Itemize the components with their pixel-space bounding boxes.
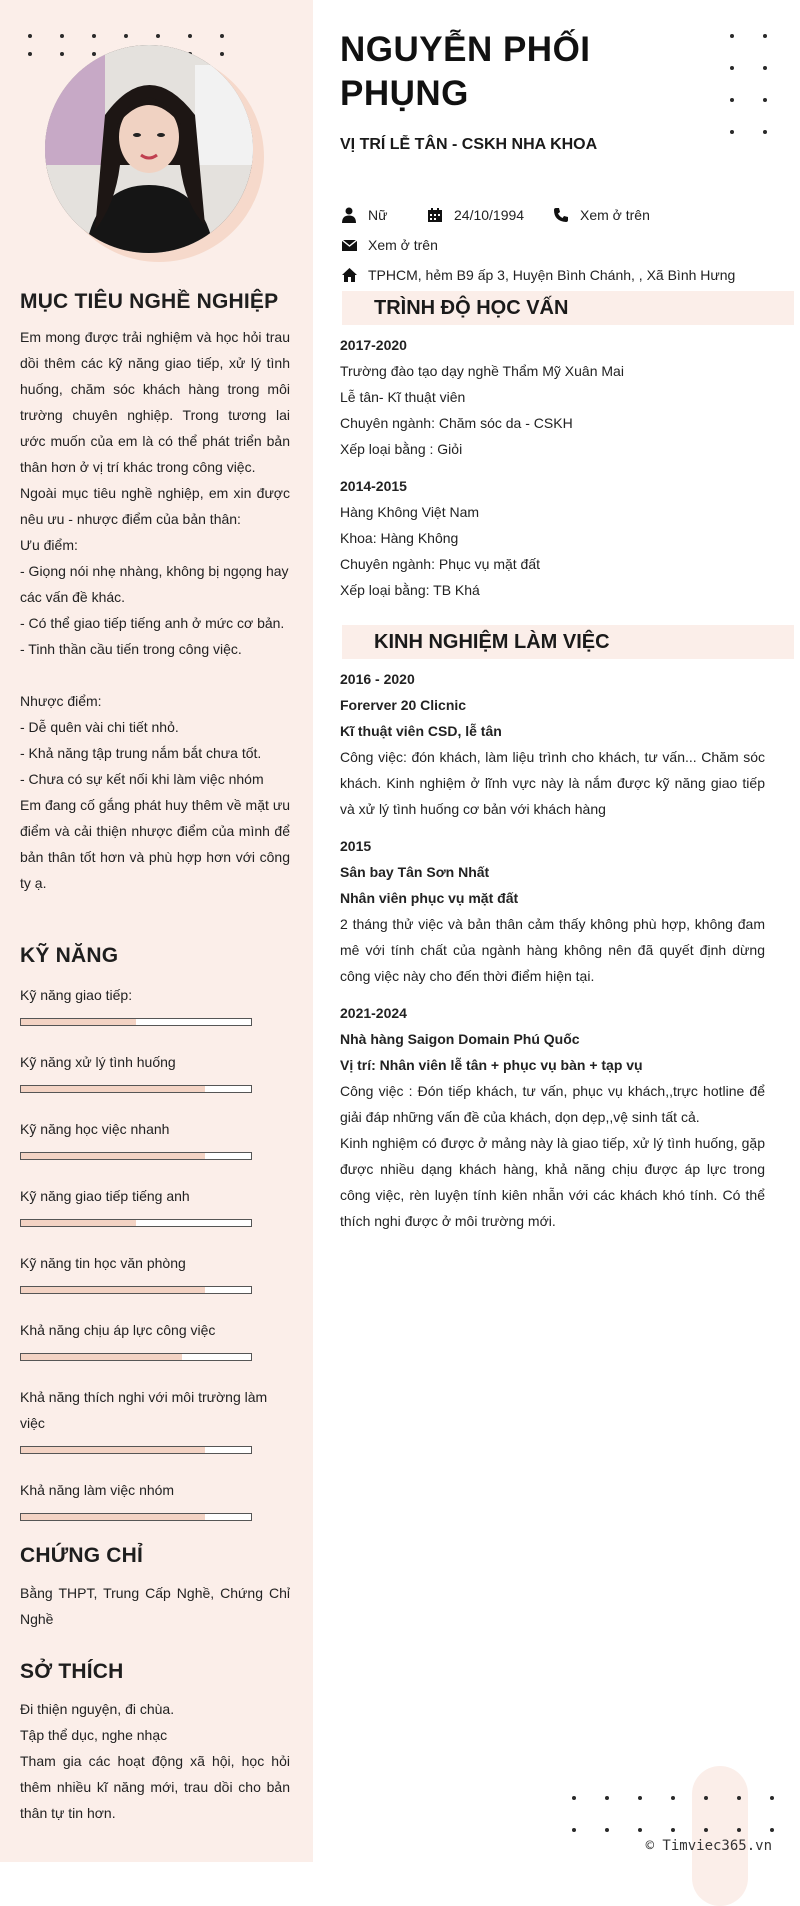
footer-watermark: © Timviec365.vn	[645, 1838, 772, 1854]
skill-level-fill	[21, 1287, 205, 1293]
education-item	[340, 473, 765, 603]
skill-label: Kỹ năng xử lý tình huống	[20, 1054, 176, 1070]
education-line: Lễ tân- Kĩ thuật viên	[340, 389, 466, 405]
education-line: Chuyên ngành: Phục vụ mặt đất	[340, 556, 541, 572]
education-title: TRÌNH ĐỘ HỌC VẤN	[342, 291, 794, 325]
address-value: TPHCM, hẻm B9 ấp 3, Huyện Bình Chánh, , Xã Bình Hưng	[368, 267, 736, 283]
experience-description-2: Kinh nghiệm có được ở mảng này là giao tiếp, xử lý tình huống, gặp được nhiều dạng khách hàng, khả năng chịu được áp lực trong công việc, rèn luyện tính kiên nhẫn với các khách khó tính. Có thể thích nghi được ở môi trường mới.	[340, 1135, 765, 1229]
skill-label: Kỹ năng giao tiếp tiếng anh	[20, 1188, 190, 1204]
objective-line: - Khả năng tập trung nắm bắt chưa tốt.	[20, 745, 262, 761]
objective-paragraph-1: Em mong được trải nghiệm và học hỏi trau dồi thêm các kỹ năng giao tiếp, xử lý tình huống, chăm sóc khách hàng trong môi trường chuyên nghiệp. Trong tương lai ước muốn của em là có thể phát triển bản thân hơn ở vị trí khác trong công việc.	[20, 329, 290, 475]
experience-company: Sân bay Tân Sơn Nhất	[340, 864, 490, 880]
email-value: Xem ở trên	[368, 237, 438, 253]
home-icon	[340, 266, 358, 284]
skill-level-bar	[20, 1152, 252, 1160]
hobby-line: Đi thiện nguyện, đi chùa.	[20, 1701, 175, 1717]
education-school: Trường đào tạo dạy nghề Thẩm Mỹ Xuân Mai	[340, 363, 624, 379]
phone-value: Xem ở trên	[580, 207, 650, 223]
person-icon	[340, 206, 358, 224]
skill-level-fill	[21, 1086, 205, 1092]
experience-company: Nhà hàng Saigon Domain Phú Quốc	[340, 1031, 580, 1047]
skill-item	[20, 1049, 290, 1093]
calendar-icon	[426, 206, 444, 224]
education-school: Hàng Không Việt Nam	[340, 504, 480, 520]
skill-item	[20, 1384, 290, 1454]
skills-list	[20, 982, 290, 1521]
certificates-text: Bằng THPT, Trung Cấp Nghề, Chứng Chỉ Nghề	[20, 1585, 290, 1627]
info-phone	[552, 206, 650, 224]
skills-title: KỸ NĂNG	[20, 944, 119, 967]
skill-level-fill	[21, 1354, 182, 1360]
education-line: Xếp loại bằng : Giỏi	[340, 441, 463, 457]
skill-item	[20, 1477, 290, 1521]
objective-line: Nhược điểm:	[20, 693, 102, 709]
email-icon	[340, 236, 358, 254]
info-gender	[340, 206, 387, 224]
skill-label: Kỹ năng giao tiếp:	[20, 987, 133, 1003]
decorative-pill	[692, 1766, 748, 1906]
experience-item	[340, 666, 765, 822]
skill-level-bar	[20, 1353, 252, 1361]
experience-title: KINH NGHIỆM LÀM VIỆC	[342, 625, 794, 659]
sidebar-content	[20, 290, 290, 1826]
objective-line: - Dễ quên vài chi tiết nhỏ.	[20, 719, 179, 735]
skill-label: Khả năng làm việc nhóm	[20, 1482, 175, 1498]
skill-level-bar	[20, 1446, 252, 1454]
skill-label: Kỹ năng học việc nhanh	[20, 1121, 170, 1137]
skill-item	[20, 1116, 290, 1160]
skill-label: Kỹ năng tin học văn phòng	[20, 1255, 186, 1271]
experience-description: Công việc : Đón tiếp khách, tư vấn, phục vụ khách,,trực hotline để giải đáp những vấn đề của khách, dọn dẹp,,vệ sinh tất cả.	[340, 1083, 765, 1125]
profile-photo	[45, 45, 253, 253]
experience-description: Công việc: đón khách, làm liệu trình cho khách, tư vấn... Chăm sóc khách. Kinh nghiệm ở lĩnh vực này là nắm được kỹ năng giao tiếp và xử lý tình huống cơ bản với khách hàng	[340, 749, 765, 817]
objective-line	[20, 662, 290, 688]
education-years: 2017-2020	[340, 337, 407, 353]
objective-line: - Tinh thần cầu tiến trong công việc.	[20, 641, 242, 657]
experience-item	[340, 833, 765, 989]
hobbies-text: Tham gia các hoạt động xã hội, học hỏi thêm nhiều kĩ năng mới, trau dồi cho bản thân tự tin hơn.	[20, 1753, 290, 1821]
objective-paragraph-2: Ngoài mục tiêu nghề nghiệp, em xin được nêu ưu - nhược điểm của bản thân:	[20, 485, 290, 527]
objective-paragraph-3: Em đang cố gắng phát huy thêm về mặt ưu điểm và cải thiện nhược điểm của mình để bản thân tốt hơn và phù hợp hơn với công ty ạ.	[20, 797, 290, 891]
info-dob	[426, 206, 524, 224]
skill-level-fill	[21, 1019, 136, 1025]
skill-level-bar	[20, 1018, 252, 1026]
experience-role: Nhân viên phục vụ mặt đất	[340, 890, 519, 906]
education-line: Xếp loại bằng: TB Khá	[340, 582, 480, 598]
skill-level-bar	[20, 1513, 252, 1521]
skill-label: Khả năng thích nghi với môi trường làm việc	[20, 1389, 268, 1431]
skill-item	[20, 1317, 290, 1361]
job-position: VỊ TRÍ LỄ TÂN - CSKH NHA KHOA	[340, 136, 598, 153]
education-item	[340, 332, 765, 462]
skill-level-bar	[20, 1219, 252, 1227]
education-years: 2014-2015	[340, 478, 407, 494]
info-email	[340, 236, 438, 254]
skill-level-bar	[20, 1286, 252, 1294]
education-line: Khoa: Hàng Không	[340, 530, 459, 546]
candidate-name: NGUYỄN PHỐI PHỤNG	[340, 30, 591, 113]
experience-years: 2021-2024	[340, 1005, 407, 1021]
phone-icon	[552, 206, 570, 224]
dob-value: 24/10/1994	[454, 207, 525, 223]
skill-level-fill	[21, 1153, 205, 1159]
experience-role: Kĩ thuật viên CSD, lễ tân	[340, 723, 502, 739]
objective-line: - Chưa có sự kết nối khi làm việc nhóm	[20, 771, 264, 787]
objective-line: - Có thể giao tiếp tiếng anh ở mức cơ bản.	[20, 615, 285, 631]
skill-level-fill	[21, 1447, 205, 1453]
experience-company: Forerver 20 Clicnic	[340, 697, 467, 713]
gender-value: Nữ	[368, 207, 388, 223]
certificates-title: CHỨNG CHỈ	[20, 1544, 144, 1567]
skill-level-fill	[21, 1220, 136, 1226]
experience-description: 2 tháng thử việc và bản thân cảm thấy không phù hợp, không đam mê với tính chất của ngành hàng không nên đã quyết định dừng công việc này cho đến thời điểm hiện tại.	[340, 916, 765, 984]
experience-years: 2015	[340, 838, 372, 854]
objective-title: MỤC TIÊU NGHỀ NGHIỆP	[20, 290, 279, 313]
hobbies-title: SỞ THÍCH	[20, 1660, 124, 1683]
objective-line: - Giọng nói nhẹ nhàng, không bị ngọng hay các vấn đề khác.	[20, 563, 289, 605]
skill-item	[20, 1183, 290, 1227]
skill-level-bar	[20, 1085, 252, 1093]
education-line: Chuyên ngành: Chăm sóc da - CSKH	[340, 415, 573, 431]
objective-line: Ưu điểm:	[20, 537, 78, 553]
experience-role: Vị trí: Nhân viên lễ tân + phục vụ bàn + tạp vụ	[340, 1057, 643, 1073]
skill-level-fill	[21, 1514, 205, 1520]
sidebar	[0, 0, 313, 1862]
skill-item	[20, 982, 290, 1026]
experience-years: 2016 - 2020	[340, 671, 415, 687]
experience-item	[340, 1000, 765, 1234]
info-address	[340, 266, 735, 284]
skill-label: Khả năng chịu áp lực công việc	[20, 1322, 216, 1338]
hobby-line: Tập thể dục, nghe nhạc	[20, 1727, 168, 1743]
skill-item	[20, 1250, 290, 1294]
